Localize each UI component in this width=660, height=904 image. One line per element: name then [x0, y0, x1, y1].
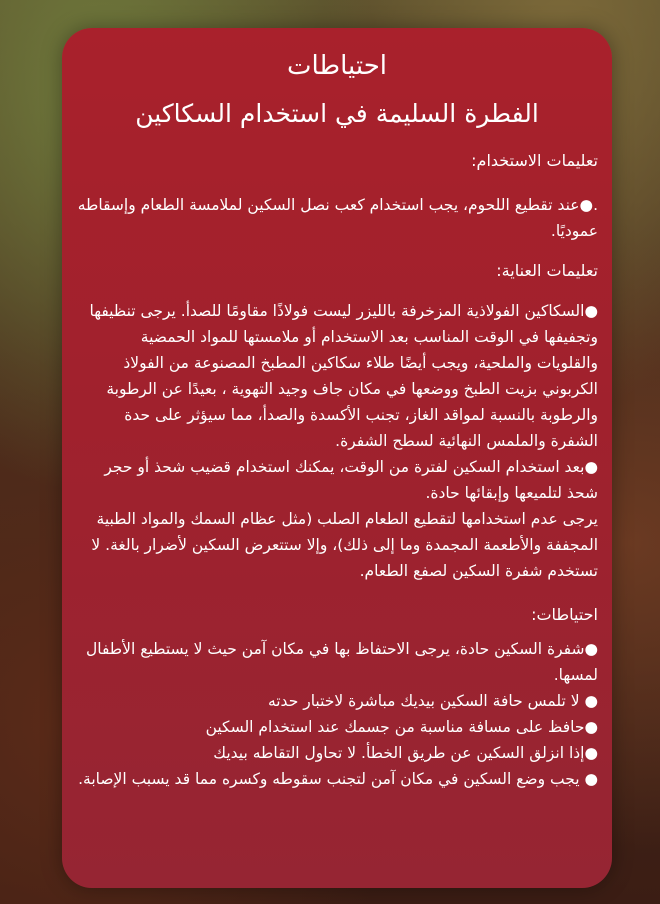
precautions-list — [76, 636, 598, 792]
usage-heading: تعليمات الاستخدام: — [471, 151, 598, 170]
card-title: احتياطات — [286, 51, 387, 81]
care-heading: تعليمات العناية: — [496, 261, 598, 280]
list-item: ●شفرة السكين حادة، يرجى الاحتفاظ بها في مكان آمن حيث لا يستطيع الأطفال لمسها. — [85, 640, 598, 684]
care-section — [76, 258, 598, 584]
list-item: ● لا تلمس حافة السكين بيديك مباشرة لاختبار حدته — [267, 692, 598, 710]
list-item: ●إذا انزلق السكين عن طريق الخطأ. لا تحاول التقاطه بيديك — [213, 744, 598, 762]
care-paragraph: يرجى عدم استخدامها لتقطيع الطعام الصلب (مثل عظام السمك والمواد الطبية المجففة والأطعمة المجمدة وما إلى ذلك)، وإلا ستتعرض السكين لأضرار بالغة. لا تستخدم شفرة السكين لصفع الطعام. — [91, 510, 598, 580]
usage-text: .●عند تقطيع اللحوم، يجب استخدام كعب نصل السكين لملامسة الطعام وإسقاطه عموديًا. — [77, 196, 598, 240]
list-item: ● يجب وضع السكين في مكان آمن لتجنب سقوطه وكسره مما قد يسبب الإصابة. — [78, 770, 598, 788]
instruction-card — [62, 28, 612, 888]
list-item: ●حافظ على مسافة مناسبة من جسمك عند استخدام السكين — [205, 718, 598, 736]
precautions-section — [76, 602, 598, 792]
usage-section — [76, 148, 598, 244]
care-paragraph: ●السكاكين الفولاذية المزخرفة بالليزر ليست فولاذًا مقاومًا للصدأ. يرجى تنظيفها وتجفيفها في الوقت المناسب بعد الاستخدام أو ملامستها للمواد الحمضية والقلويات والملحية، ويجب أيضًا طلاء سكاكين المطبخ المصنوعة من الفولاذ الكربوني بزيت الطبخ ووضعها في مكان جاف وجيد التهوية ، بعيدًا عن الرطوبة والرطوبة بالنسبة لمواقد الغاز، تجنب الأكسدة والصدأ، مما سيؤثر على حدة الشفرة والملمس النهائية لسطح الشفرة. — [89, 302, 598, 450]
care-paragraph: ●بعد استخدام السكين لفترة من الوقت، يمكنك استخدام قضيب شحذ أو حجر شحذ لتلميعها وإبقائها حادة. — [104, 458, 598, 502]
card-subtitle: الفطرة السليمة في استخدام السكاكين — [135, 99, 539, 128]
precautions-heading: احتياطات: — [531, 605, 598, 624]
